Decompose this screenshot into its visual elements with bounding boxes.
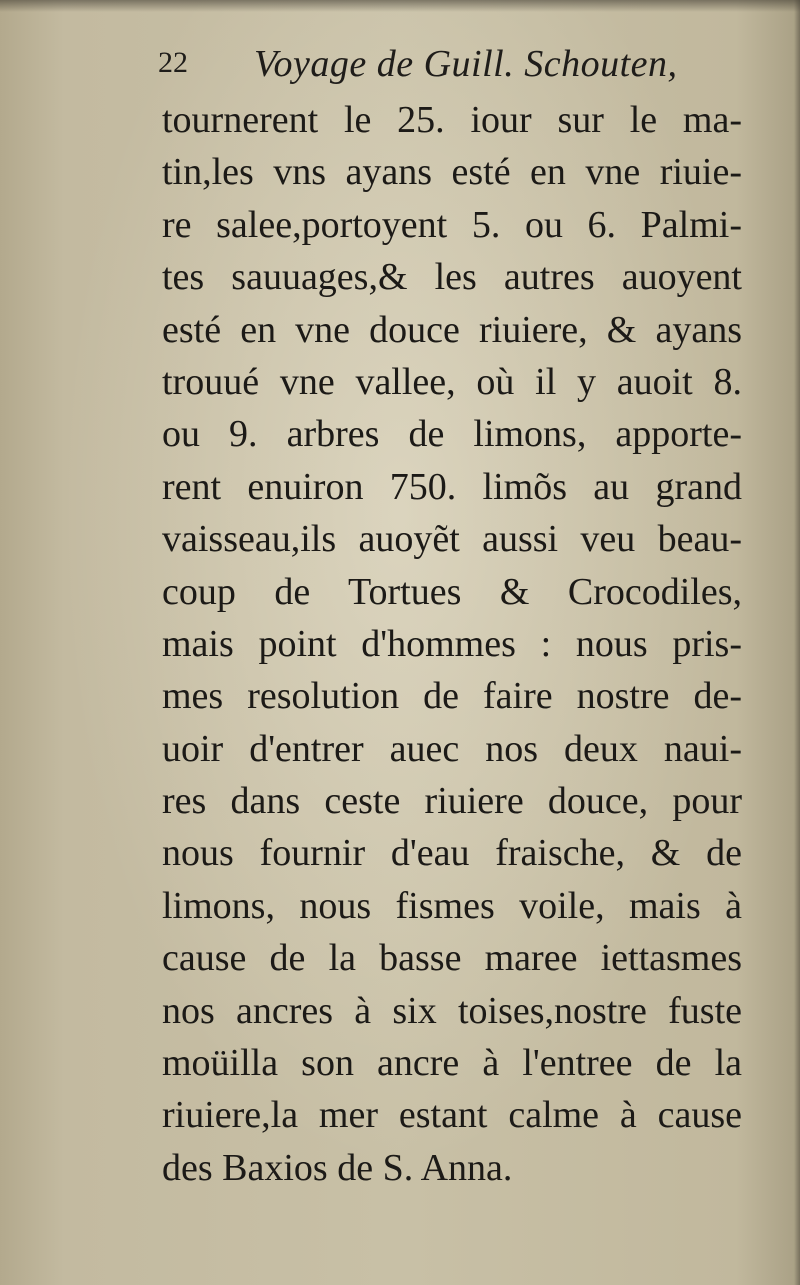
text-line: riuiere,la mer estant calme à cause bbox=[162, 1094, 742, 1137]
page-right-edge bbox=[794, 0, 800, 1285]
text-line: tin,les vns ayans esté en vne riuie- bbox=[162, 151, 742, 194]
text-line: limons, nous fismes voile, mais à bbox=[162, 884, 742, 927]
text-line: des Baxios de S. Anna. bbox=[162, 1146, 513, 1189]
text-line: trouué vne vallee, où il y auoit 8. bbox=[162, 360, 742, 403]
text-line: rent enuiron 750. limõs au grand bbox=[162, 465, 742, 508]
text-line: coup de Tortues & Crocodiles, bbox=[162, 570, 742, 613]
text-line: mais point d'hommes : nous pris- bbox=[162, 622, 742, 665]
text-line: nous fournir d'eau fraische, & de bbox=[162, 832, 742, 875]
running-title: Voyage de Guill. Schouten, bbox=[254, 43, 678, 85]
text-line: tes sauuages,& les autres auoyent bbox=[162, 256, 742, 299]
text-line: tournerent le 25. iour sur le ma- bbox=[162, 99, 742, 141]
text-line: uoir d'entrer auec nos deux naui- bbox=[162, 727, 742, 770]
page-header bbox=[158, 42, 678, 92]
text-line: re salee,portoyent 5. ou 6. Palmi- bbox=[162, 203, 742, 246]
text-line: cause de la basse maree iettasmes bbox=[162, 937, 742, 980]
text-line: esté en vne douce riuiere, & ayans bbox=[162, 308, 742, 351]
text-line: moüilla son ancre à l'entree de la bbox=[162, 1042, 742, 1085]
page-number: 22 bbox=[158, 46, 188, 79]
text-line: ou 9. arbres de limons, apporte- bbox=[162, 413, 742, 456]
text-line: mes resolution de faire nostre de- bbox=[162, 675, 742, 718]
text-line: nos ancres à six toises,nostre fuste bbox=[162, 989, 742, 1032]
text-line: vaisseau,ils auoyẽt aussi veu beau- bbox=[162, 518, 742, 561]
body-text bbox=[162, 94, 742, 1194]
text-line: res dans ceste riuiere douce, pour bbox=[162, 780, 742, 823]
page-top-shadow bbox=[0, 0, 800, 12]
